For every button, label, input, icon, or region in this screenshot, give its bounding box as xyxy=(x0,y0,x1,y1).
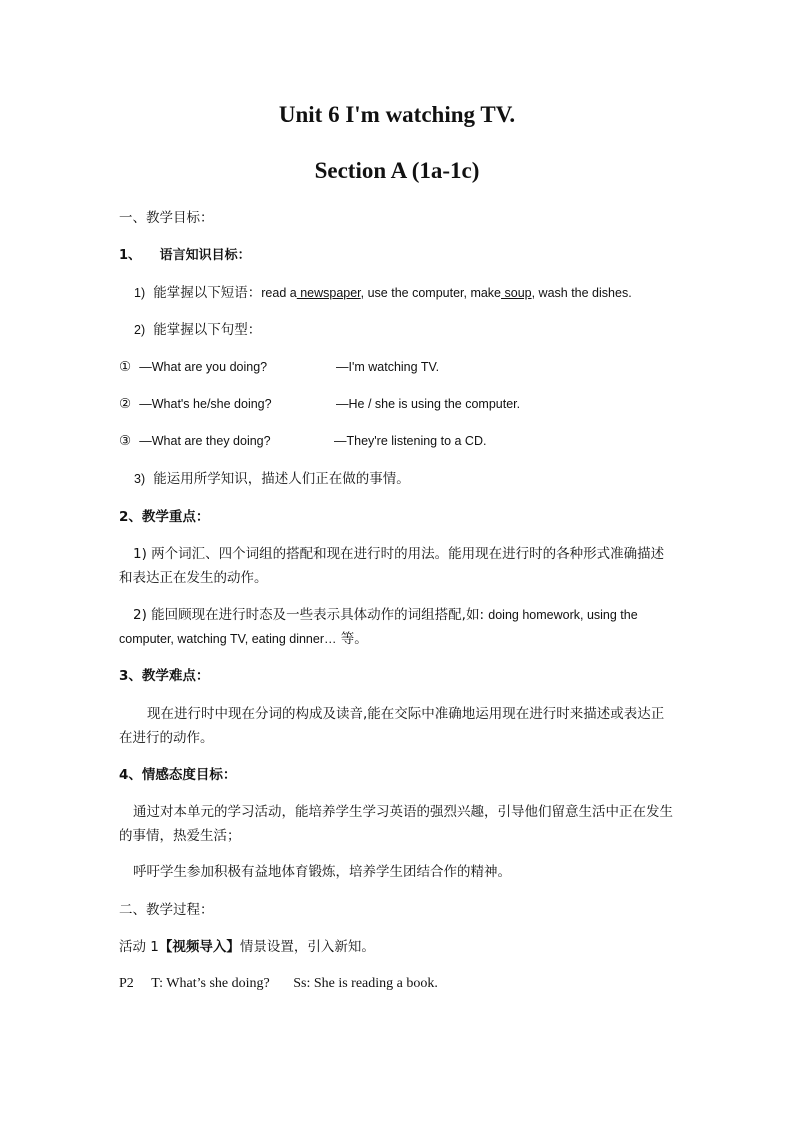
document-title: Unit 6 I'm watching TV. xyxy=(278,102,516,127)
item-describe-number: 3) xyxy=(134,472,146,486)
sentence-mark: ② xyxy=(119,396,132,412)
key-point-2-phrases: doing homework, using the computer, watching TV, eating dinner… xyxy=(119,608,638,646)
item-phrases-text-2: , use the computer, make xyxy=(360,286,502,300)
item-phrases-cn: 能掌握以下短语： xyxy=(153,285,262,301)
document-subtitle: Section A (1a-1c) xyxy=(314,158,480,183)
attitude-heading: 4、情感态度目标： xyxy=(119,767,237,783)
dialog-teacher: T: What’s she doing? xyxy=(151,976,270,991)
item-sentences xyxy=(134,320,261,341)
dialog-students: Ss: She is reading a book. xyxy=(293,976,438,991)
objective-1-number: 1、 xyxy=(119,248,142,263)
objective-1-label: 语言知识目标： xyxy=(159,248,251,263)
section-heading-objectives: 一、教学目标： xyxy=(119,210,214,226)
difficulties-text: 现在进行时中现在分词的构成及读音,能在交际中准确地运用现在进行时来描述或表达正在进行的动作。 xyxy=(119,706,665,746)
dialog-page: P2 xyxy=(119,976,134,991)
dialog-line xyxy=(119,974,438,994)
item-phrases-soup: soup xyxy=(501,286,532,300)
sentence-question: —What are they doing? xyxy=(139,434,271,448)
activity-prefix: 活动 1 xyxy=(119,939,159,955)
activity-1 xyxy=(119,937,375,957)
key-points-heading: 2、教学重点： xyxy=(119,509,210,525)
sentence-answer: —I'm watching TV. xyxy=(336,360,440,374)
difficulties-heading: 3、教学难点： xyxy=(119,668,210,684)
sentence-answer: —They're listening to a CD. xyxy=(334,434,487,448)
sentence-row-1 xyxy=(119,357,267,378)
attitude-text-1: 通过对本单元的学习活动，能培养学生学习英语的强烈兴趣，引导他们留意生活中正在发生的事情，热爱生活； xyxy=(119,804,673,844)
item-sentences-cn: 能掌握以下句型： xyxy=(153,322,262,338)
item-phrases-text-3: , wash the dishes. xyxy=(531,286,632,300)
sentence-question: —What's he/she doing? xyxy=(139,397,272,411)
sentence-mark: ③ xyxy=(119,433,132,449)
activity-bracket: 【视频导入】 xyxy=(158,939,240,955)
item-phrases-newspaper: newspaper xyxy=(296,286,361,300)
sentence-mark: ① xyxy=(119,359,132,375)
sentence-row-2 xyxy=(119,394,272,415)
activity-desc: 情景设置，引入新知。 xyxy=(239,939,375,955)
section-heading-process: 二、教学过程： xyxy=(119,902,214,918)
sentence-question: —What are you doing? xyxy=(139,360,268,374)
objective-1-heading xyxy=(119,246,251,266)
item-sentences-number: 2) xyxy=(134,323,146,337)
item-phrases-text-1: read a xyxy=(261,286,297,300)
key-point-2 xyxy=(119,603,677,651)
attitude-text-2: 呼吁学生参加积极有益地体育锻炼，培养学生团结合作的精神。 xyxy=(133,864,511,880)
item-phrases-number: 1) xyxy=(134,286,146,300)
key-point-2-cn: 2) 能回顾现在进行时态及一些表示具体动作的词组搭配,如: xyxy=(133,607,489,623)
key-point-1: 1) 两个词汇、四个词组的搭配和现在进行时的用法。能用现在进行时的各种形式准确描述和表达正在发生的动作。 xyxy=(119,546,665,586)
sentence-row-3 xyxy=(119,431,271,452)
item-phrases xyxy=(134,283,632,304)
sentence-answer: —He / she is using the computer. xyxy=(336,397,521,411)
key-point-2-end: 等。 xyxy=(336,631,368,647)
item-describe xyxy=(134,469,410,490)
item-describe-cn: 能运用所学知识，描述人们正在做的事情。 xyxy=(153,471,410,487)
